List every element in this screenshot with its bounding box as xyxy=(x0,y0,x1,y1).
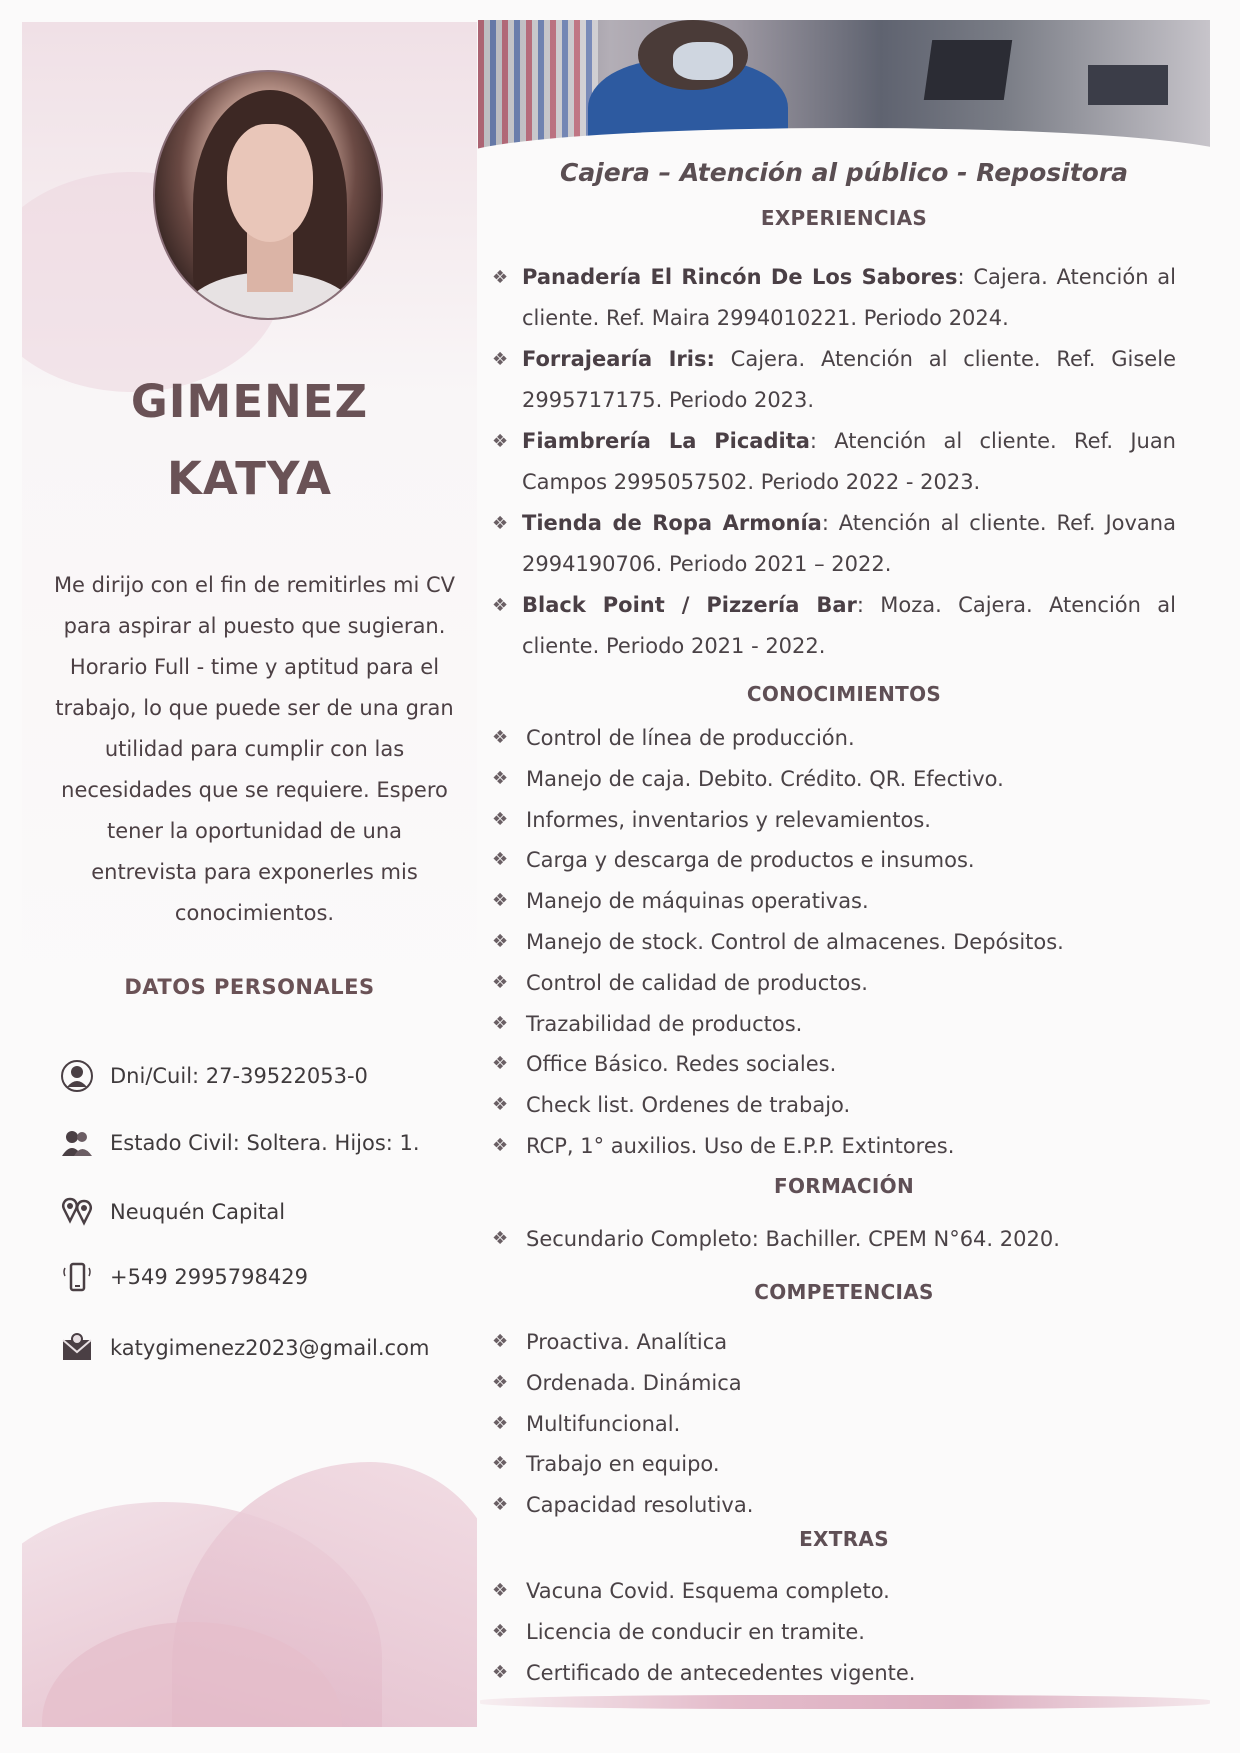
knowledge-title: CONOCIMIENTOS xyxy=(746,682,942,706)
bullet-icon: ❖ xyxy=(492,513,509,534)
education-list xyxy=(490,1219,1190,1260)
list-item: ❖ Manejo de stock. Control de almacenes. Depósitos. xyxy=(490,922,1190,963)
bullet-icon: ❖ xyxy=(492,595,509,616)
bullet-icon: ❖ xyxy=(492,1620,509,1642)
bullet-icon: ❖ xyxy=(492,1331,509,1352)
contact-civil-status xyxy=(58,1124,420,1162)
bullet-icon: ❖ xyxy=(492,267,509,288)
bullet-icon: ❖ xyxy=(492,1053,509,1075)
list-item: ❖ Licencia de conducir en tramite. xyxy=(490,1612,1190,1653)
profile-photo xyxy=(153,70,383,320)
bullet-icon: ❖ xyxy=(492,1412,509,1434)
list-item: ❖ Manejo de caja. Debito. Crédito. QR. Efectivo. xyxy=(490,759,1190,800)
phone-icon xyxy=(58,1258,96,1296)
email-icon xyxy=(58,1329,96,1367)
decorative-footer-line xyxy=(480,1695,1210,1709)
bullet-icon: ❖ xyxy=(492,808,509,830)
bullet-icon: ❖ xyxy=(492,1228,509,1249)
personal-data-title: DATOS PERSONALES xyxy=(124,975,375,999)
extras-list xyxy=(490,1571,1190,1693)
list-item: ❖ Trazabilidad de productos. xyxy=(490,1004,1190,1045)
experience-list xyxy=(490,257,1176,667)
last-name: GIMENEZ xyxy=(130,375,369,428)
location-pin-icon xyxy=(58,1193,96,1231)
job-title: Cajera – Atención al público - Repositora xyxy=(559,158,1129,187)
list-item: ❖ Informes, inventarios y relevamientos. xyxy=(490,800,1190,841)
bullet-icon: ❖ xyxy=(492,930,509,952)
list-item: ❖ Check list. Ordenes de trabajo. xyxy=(490,1085,1190,1126)
bullet-icon: ❖ xyxy=(492,1012,509,1034)
list-item: ❖ Proactiva. Analítica xyxy=(490,1322,1190,1363)
bullet-icon: ❖ xyxy=(492,849,509,871)
list-item: ❖ Carga y descarga de productos e insumos. xyxy=(490,840,1190,881)
bullet-icon: ❖ xyxy=(492,1371,509,1393)
bullet-icon: ❖ xyxy=(492,1494,509,1516)
user-icon xyxy=(58,1057,96,1095)
experience-title: EXPERIENCIAS xyxy=(760,206,928,230)
list-item: ❖ Black Point / Pizzería Bar: Moza. Cajera. Atención al cliente. Periodo 2021 - 2022. xyxy=(490,585,1176,667)
list-item: ❖ Forrajearía Iris: Cajera. Atención al cliente. Ref. Gisele 2995717175. Periodo 2023. xyxy=(490,339,1176,421)
bullet-icon: ❖ xyxy=(492,1580,509,1601)
list-item: ❖ Vacuna Covid. Esquema completo. xyxy=(490,1571,1190,1612)
contact-phone xyxy=(58,1258,308,1296)
skills-title: COMPETENCIAS xyxy=(754,1280,934,1304)
contact-text: Estado Civil: Soltera. Hijos: 1. xyxy=(110,1131,420,1155)
bullet-icon: ❖ xyxy=(492,1094,509,1116)
knowledge-list xyxy=(490,718,1190,1167)
bullet-icon: ❖ xyxy=(492,727,509,748)
list-item: ❖ Ordenada. Dinámica xyxy=(490,1363,1190,1404)
bullet-icon: ❖ xyxy=(492,1661,509,1683)
bullet-icon: ❖ xyxy=(492,431,509,452)
list-item: ❖ Panadería El Rincón De Los Sabores: Cajera. Atención al cliente. Ref. Maira 2994010221. Periodo 2024. xyxy=(490,257,1176,339)
skills-list xyxy=(490,1322,1190,1526)
extras-title: EXTRAS xyxy=(799,1527,889,1551)
bullet-icon: ❖ xyxy=(492,767,509,789)
bullet-icon: ❖ xyxy=(492,1453,509,1475)
contact-text: Neuquén Capital xyxy=(110,1200,286,1224)
bullet-icon: ❖ xyxy=(492,890,509,912)
list-item: ❖ Capacidad resolutiva. xyxy=(490,1485,1190,1526)
list-item: ❖ RCP, 1° auxilios. Uso de E.P.P. Extintores. xyxy=(490,1126,1190,1167)
first-name: KATYA xyxy=(166,452,332,505)
list-item: ❖ Tienda de Ropa Armonía: Atención al cliente. Ref. Jovana 2994190706. Periodo 2021 – 2022. xyxy=(490,503,1176,585)
bullet-icon: ❖ xyxy=(492,1134,509,1156)
contact-text: katygimenez2023@gmail.com xyxy=(110,1336,430,1360)
list-item: ❖ Control de calidad de productos. xyxy=(490,963,1190,1004)
list-item: ❖ Office Básico. Redes sociales. xyxy=(490,1044,1190,1085)
intro-paragraph: Me dirijo con el fin de remitirles mi CV para aspirar al puesto que sugieran. Horario Full - time y aptitud para el trabajo, lo que puede ser de una gran utilidad para cumplir con las necesidades que se requiere. Espero tener la oportunidad de una entrevista para exponerles mis conocimientos. xyxy=(53,573,456,925)
contact-location xyxy=(58,1193,285,1231)
list-item: ❖ Control de línea de producción. xyxy=(490,718,1190,759)
list-item: ❖ Trabajo en equipo. xyxy=(490,1444,1190,1485)
list-item: ❖ Manejo de máquinas operativas. xyxy=(490,881,1190,922)
contact-dni xyxy=(58,1057,368,1095)
bullet-icon: ❖ xyxy=(492,349,509,370)
people-icon xyxy=(58,1124,96,1162)
bullet-icon: ❖ xyxy=(492,971,509,993)
list-item: ❖ Secundario Completo: Bachiller. CPEM N°64. 2020. xyxy=(490,1219,1190,1260)
list-item: ❖ Fiambrería La Picadita: Atención al cliente. Ref. Juan Campos 2995057502. Periodo 2022 - 2023. xyxy=(490,421,1176,503)
contact-email xyxy=(58,1329,429,1367)
header-banner-image xyxy=(478,20,1210,150)
contact-text: Dni/Cuil: 27-39522053-0 xyxy=(110,1064,368,1088)
list-item: ❖ Certificado de antecedentes vigente. xyxy=(490,1653,1190,1694)
education-title: FORMACIÓN xyxy=(773,1174,914,1198)
contact-text: +549 2995798429 xyxy=(110,1265,308,1289)
list-item: ❖ Multifuncional. xyxy=(490,1404,1190,1445)
